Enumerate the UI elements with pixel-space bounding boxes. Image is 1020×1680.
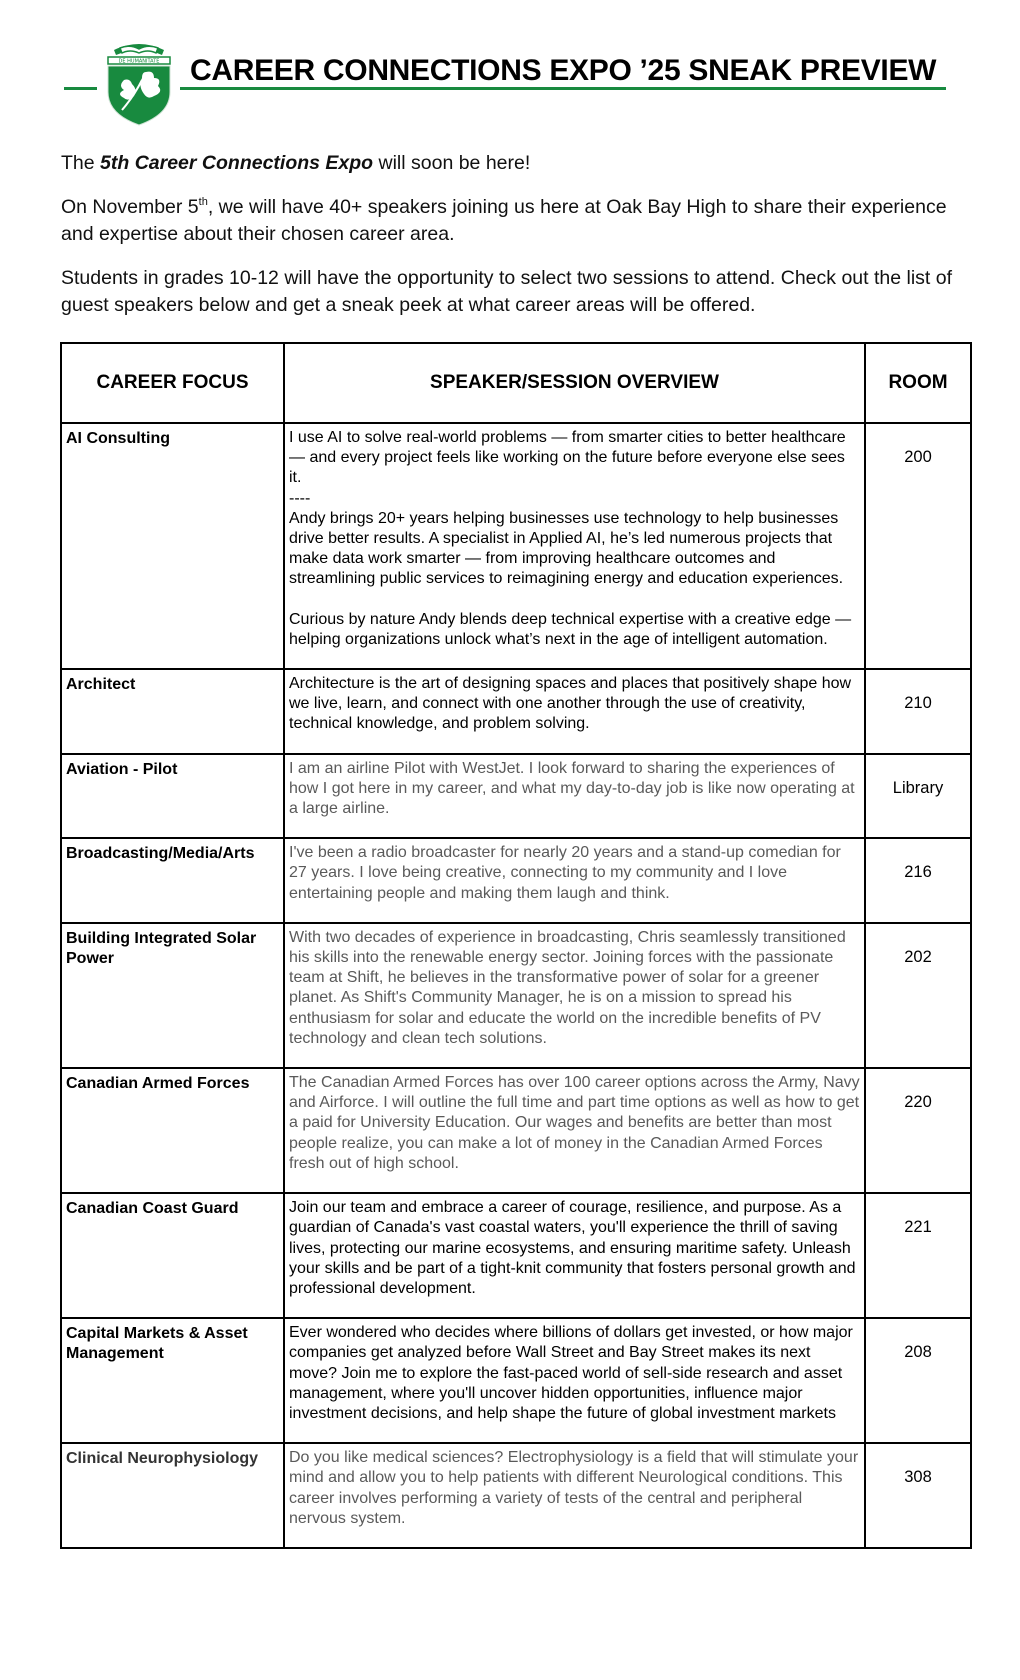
overview-paragraph: I've been a radio broadcaster for nearly 20 years and a stand-up comedian for 27 years. I love being creative, connecting to my community and I love entertaining people and making them laugh and think. [289,844,841,902]
career-focus-cell: Aviation - Pilot [61,754,284,839]
intro-paragraph-2 [61,194,981,248]
table-row [61,923,971,1068]
header-rule-left [64,87,97,90]
room-cell: 220 [865,1068,971,1193]
overview-paragraph: Ever wondered who decides where billions of dollars get invested, or how major companies get analyzed before Wall Street and Bay Street makes its next move? Join me to explore the fast-paced world of sell-side research and asset management, where you'll uncover hidden opportunities, influence major investment decisions, and help shape the future of global investment markets [289,1324,853,1422]
session-overview-cell [284,1443,865,1548]
session-overview-cell [284,923,865,1068]
intro-section [61,150,981,336]
table-row [61,1443,971,1548]
overview-paragraph: The Canadian Armed Forces has over 100 career options across the Army, Navy and Airforce. I will outline the full time and part time options as well as how to get a paid for University Education. Our wages and benefits are better than most people realize, you can make a lot of money in the Canadian Armed Forces fresh out of high school. [289,1074,860,1172]
overview-paragraph: With two decades of experience in broadcasting, Chris seamlessly transitioned his skills into the renewable energy sector. Joining forces with the passionate team at Shift, he believes in the transformative power of solar for a greener planet. As Shift's Community Manager, he is on a mission to spread his enthusiasm for solar and educate the world on the incredible benefits of PV technology and clean tech solutions. [289,928,846,1047]
overview-paragraph: I use AI to solve real-world problems — from smarter cities to better healthcare — and every project feels like working on the future before everyone else sees it. [289,429,846,487]
career-focus-cell: Clinical Neurophysiology [61,1443,284,1548]
session-overview-cell [284,1068,865,1193]
table-row [61,1068,971,1193]
session-overview-cell [284,754,865,839]
table-row [61,1318,971,1443]
date-ordinal: th [198,196,208,208]
intro-paragraph-3: Students in grades 10-12 will have the opportunity to select two sessions to attend. Check out the list of guest speakers below and get a sneak peek at what career areas will be offered. [61,267,953,316]
header-career-focus: CAREER FOCUS [61,343,284,423]
overview-paragraph: Join our team and embrace a career of courage, resilience, and purpose. As a guardian of Canada's vast coastal waters, you'll experience the thrill of saving lives, protecting our marine ecosystems, and ensuring maritime safety. Unleash your skills and be part of a tight-knit community that fosters personal growth and professional development. [289,1199,856,1297]
career-focus-cell: Capital Markets & Asset Management [61,1318,284,1443]
overview-paragraph: I am an airline Pilot with WestJet. I look forward to sharing the experiences of how I got here in my career, and what my day-to-day job is like now operating at a large airline. [289,759,855,818]
crest-motto: DE HUMANITATE [118,58,160,65]
career-focus-cell: AI Consulting [61,423,284,669]
session-overview-cell [284,1318,865,1443]
overview-paragraph: Architecture is the art of designing spaces and places that positively shape how we live, learn, and connect with one another through the use of creativity, technical knowledge, and problem solving. [289,675,852,733]
room-cell: 216 [865,838,971,923]
header-session-overview: SPEAKER/SESSION OVERVIEW [284,343,865,423]
room-cell: 210 [865,669,971,754]
room-cell: 208 [865,1318,971,1443]
career-focus-cell: Canadian Coast Guard [61,1193,284,1318]
session-overview-cell [284,838,865,923]
school-crest-icon [102,40,176,126]
intro-text: will soon be here! [373,152,531,174]
room-cell: 202 [865,923,971,1068]
header-room: ROOM [865,343,971,423]
table-row [61,838,971,923]
intro-paragraph-1 [61,150,981,177]
page-title: CAREER CONNECTIONS EXPO ’25 SNEAK PREVIEW [190,54,937,87]
overview-paragraph: ---- [289,489,311,507]
intro-text: , we will have 40+ speakers joining us here at Oak Bay High to share their experience and expertise about their chosen career area. [61,196,947,245]
room-cell: 221 [865,1193,971,1318]
table-row [61,423,971,669]
career-focus-cell: Canadian Armed Forces [61,1068,284,1193]
career-focus-cell: Building Integrated Solar Power [61,923,284,1068]
room-cell: 308 [865,1443,971,1548]
overview-paragraph: Curious by nature Andy blends deep technical expertise with a creative edge — helping organizations unlock what’s next in the age of intelligent automation. [289,610,852,648]
intro-text: The [61,152,101,174]
expo-name-emphasis: 5th Career Connections Expo [100,152,374,174]
table-header-row [61,343,971,423]
table-row [61,669,971,754]
career-focus-cell: Broadcasting/Media/Arts [61,838,284,923]
table-row [61,754,971,839]
speaker-table [60,342,972,1549]
session-overview-cell [284,669,865,754]
session-overview-cell [284,423,865,669]
career-focus-cell: Architect [61,669,284,754]
page-header [0,0,1020,130]
room-cell: Library [865,754,971,839]
room-cell: 200 [865,423,971,669]
overview-paragraph: Andy brings 20+ years helping businesses use technology to help businesses drive better results. A specialist in Applied AI, he’s led numerous projects that make data work smarter — from improving healthcare outcomes and streamlining public services to reimagining energy and education experiences. [289,509,844,588]
intro-text: On November 5 [61,196,199,218]
session-overview-cell [284,1193,865,1318]
table-row [61,1193,971,1318]
overview-paragraph: Do you like medical sciences? Electrophysiology is a field that will stimulate your mind and allow you to help patients with different Neurological conditions. This career involves performing a variety of tests of the central and peripheral nervous system. [289,1449,859,1527]
